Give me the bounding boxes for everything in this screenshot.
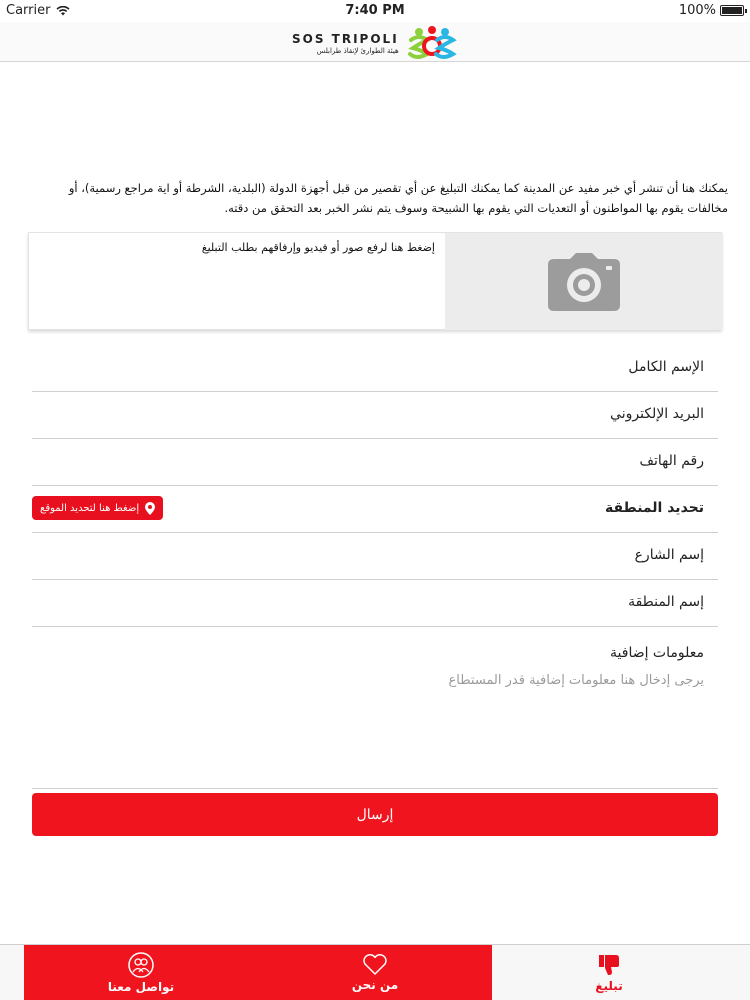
- sos-logo-icon: [407, 24, 457, 60]
- tab-report[interactable]: [492, 945, 726, 1000]
- location-pin-icon: [145, 502, 155, 515]
- status-bar: [0, 0, 750, 22]
- tab-bar: [0, 944, 750, 1000]
- additional-info-placeholder: يرجى إدخال هنا معلومات إضافية قدر المستطاع: [448, 673, 704, 688]
- brand-title: SOS TRIPOLI: [292, 32, 399, 46]
- area-label: إسم المنطقة: [628, 594, 704, 610]
- tab-about-us[interactable]: [258, 945, 492, 1000]
- carrier-label: Carrier: [6, 3, 51, 18]
- tab-about-us-label: من نحن: [351, 978, 399, 992]
- people-icon: [128, 952, 154, 978]
- additional-info-textarea[interactable]: [32, 627, 718, 789]
- brand-subtitle: هيئة الطوارئ لإنقاذ طرابلس: [316, 47, 399, 55]
- submit-button[interactable]: إرسال: [32, 793, 718, 836]
- upload-instructions: إضغط هنا لرفع صور أو فيديو وإرفاقهم بطلب التبليغ: [201, 241, 435, 254]
- email-label: البريد الإلكتروني: [610, 406, 704, 422]
- additional-info-label: معلومات إضافية: [610, 645, 704, 661]
- battery-percent: 100%: [678, 3, 716, 18]
- area-field[interactable]: [32, 580, 718, 627]
- phone-label: رقم الهاتف: [639, 453, 704, 469]
- street-field[interactable]: [32, 533, 718, 580]
- full-name-field[interactable]: [32, 345, 718, 392]
- battery-icon: [720, 5, 744, 16]
- phone-field[interactable]: [32, 439, 718, 486]
- camera-icon: [548, 253, 620, 311]
- street-label: إسم الشارع: [634, 547, 704, 563]
- battery-group: [679, 3, 744, 18]
- locate-me-button[interactable]: [32, 496, 163, 520]
- media-upload-card[interactable]: [28, 232, 722, 330]
- clock: 7:40 PM: [345, 3, 405, 18]
- region-select-row[interactable]: [32, 486, 718, 533]
- header-bar: [0, 22, 750, 62]
- report-form: [32, 345, 718, 789]
- locate-me-label: إضغط هنا لتحديد الموقع: [40, 502, 140, 514]
- tab-report-label: تبليغ: [595, 979, 623, 993]
- brand: [292, 32, 399, 55]
- intro-text: يمكنك هنا أن تنشر أي خبر مفيد عن المدينة كما يمكنك التبليغ عن أي تقصير من قبل أجهزة الدولة (البلدية، الشرطة أو اية مراجع رسمية)، أو مخالفات يقوم بها المواطنون أو التعديات التي يقوم بها الشبيحة وسوف يتم نشر الخبر بعد التحقق من دقته.: [68, 181, 728, 215]
- tab-contact-us[interactable]: [24, 945, 258, 1000]
- full-name-label: الإسم الكامل: [628, 359, 704, 375]
- region-select-label: تحديد المنطقة: [604, 500, 704, 516]
- heart-icon: [362, 954, 388, 976]
- upload-photo-area[interactable]: [445, 233, 723, 330]
- thumbs-down-icon: [597, 953, 621, 977]
- email-field[interactable]: [32, 392, 718, 439]
- tab-contact-us-label: تواصل معنا: [107, 980, 175, 994]
